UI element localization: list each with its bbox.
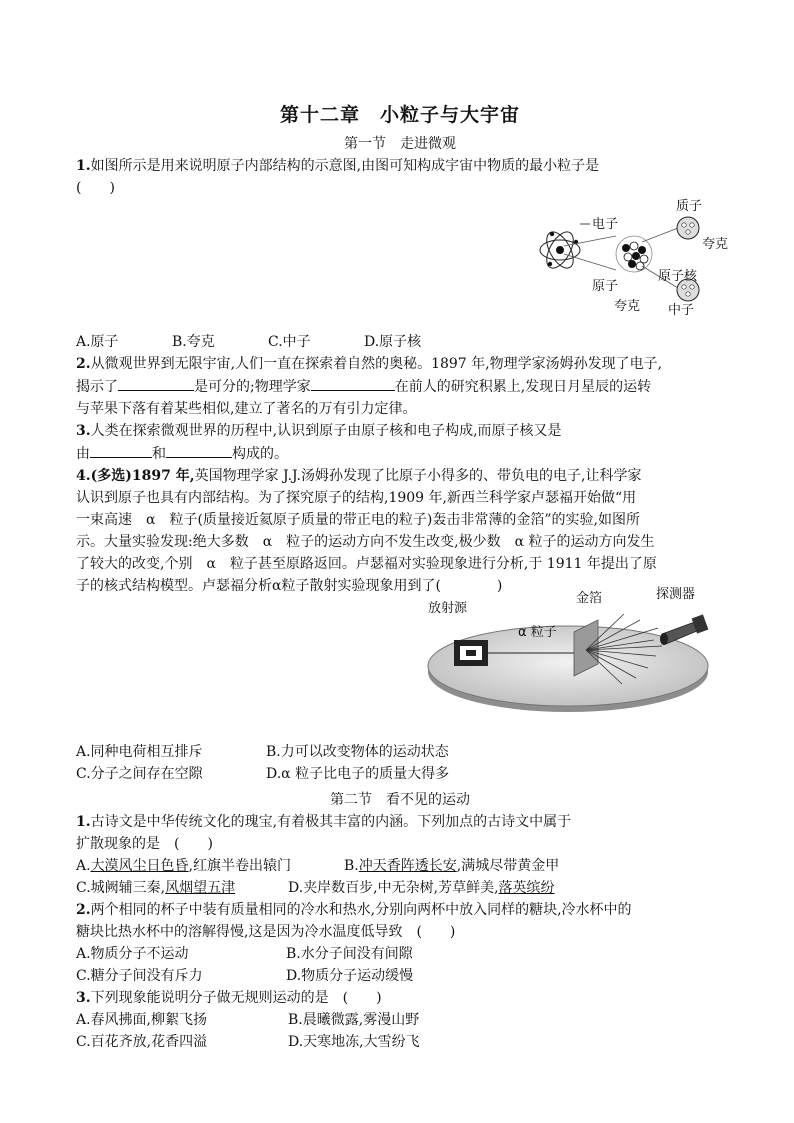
question-text: 构成的。: [232, 446, 288, 462]
underlined-text: 冲天香阵透长安: [358, 858, 457, 874]
answer-bracket: ( ): [342, 990, 382, 1006]
fill-blank-2[interactable]: [311, 375, 395, 391]
option-c[interactable]: C.百花齐放,花香四溢: [76, 1034, 208, 1050]
question-number: 2.: [76, 902, 91, 918]
question-2-2: [76, 899, 724, 921]
question-2-1: [76, 811, 724, 833]
question-text: 在前人的研究积累上,发现日月星辰的运转: [394, 379, 652, 395]
underlined-text: 落英缤纷: [498, 880, 555, 896]
label-electron: 电子: [592, 217, 619, 232]
radiation-source-icon: [454, 640, 488, 666]
nucleus-icon: [616, 236, 652, 272]
option-c[interactable]: C.城阙辅三秦,风烟望五津: [76, 880, 236, 896]
question-number: 1.: [76, 158, 91, 174]
question-2-3: [76, 987, 724, 1009]
option-text: ,满城尽带黄金甲: [456, 858, 560, 874]
worksheet-page: [76, 100, 729, 1053]
proton-icon: [677, 217, 699, 239]
option-a[interactable]: A.大漠风尘日色昏,红旗半卷出辕门: [76, 858, 292, 874]
label-foil: 金箔: [576, 591, 603, 606]
question-text: 和: [152, 446, 166, 462]
option-b[interactable]: B.夸克: [172, 334, 215, 350]
question-1-2: [76, 353, 724, 375]
underlined-text: 大漠风尘日色昏: [90, 858, 189, 874]
question-text: 如图所示是用来说明原子内部结构的示意图,由图可知构成宇宙中物质的最小粒子是: [90, 158, 600, 174]
option-text: 城阙辅三秦,: [90, 880, 166, 896]
option-a[interactable]: A.春风拂面,柳絮飞扬: [76, 1012, 208, 1028]
option-a[interactable]: A.原子: [76, 334, 119, 350]
label-detector: 探测器: [656, 587, 696, 602]
alpha-scattering-figure: [426, 584, 714, 724]
question-1-2-line2: [76, 375, 724, 398]
answer-bracket: ( ): [76, 180, 115, 196]
question-1-3-line2: [76, 442, 724, 465]
question-text: 糖块比热水杯中的溶解得慢,这是因为冷水温度低导致: [76, 924, 403, 940]
answer-bracket: ( ): [435, 578, 503, 594]
option-d[interactable]: D.原子核: [364, 334, 422, 350]
question-text: 一束高速 α 粒子(质量接近氦原子质量的带正电的粒子)轰击非常薄的金箔”的实验,如图所: [76, 512, 640, 528]
question-text: 下列现象能说明分子做无规则运动的是: [90, 990, 329, 1006]
option-c[interactable]: C.分子之间存在空隙: [76, 766, 203, 782]
question-number: 1.: [76, 814, 91, 830]
option-d[interactable]: D.夹岸数百步,中无杂树,芳草鲜美,落英缤纷: [288, 880, 555, 896]
question-2-2-options-row2: [76, 965, 724, 987]
option-a[interactable]: A.同种电荷相互排斥: [76, 744, 203, 760]
question-1-2-line3: 与苹果下落有着某些相似,建立了著名的万有引力定律。: [76, 401, 417, 417]
option-b[interactable]: B.力可以改变物体的运动状态: [266, 744, 449, 760]
underlined-text: 风烟望五津: [165, 880, 236, 896]
atom-structure-figure: [538, 198, 738, 318]
question-1-4-options-row1: [76, 741, 724, 763]
section-2-title: 第二节 看不见的运动: [330, 792, 470, 808]
label-quark-top: 夸克: [702, 237, 729, 252]
detector-icon: [660, 614, 708, 645]
question-2-2-line2: [76, 921, 724, 943]
question-text: 揭示了: [76, 379, 118, 395]
option-a[interactable]: A.物质分子不运动: [76, 946, 189, 962]
question-1-1-options: [76, 331, 724, 353]
question-text: 子的核式结构模型。卢瑟福分析α粒子散射实验现象用到了: [76, 578, 436, 594]
label-nucleus: 原子核: [658, 269, 698, 284]
question-1-4-options-row2: [76, 763, 724, 785]
option-text: ,红旗半卷出辕门: [188, 858, 292, 874]
question-number: 2.: [76, 356, 91, 372]
answer-paren: [76, 177, 724, 199]
answer-bracket: ( ): [174, 836, 213, 852]
question-2-3-options-row1: [76, 1009, 724, 1031]
question-number: 3.: [76, 990, 91, 1006]
fill-blank-4[interactable]: [166, 442, 232, 458]
question-2-1-options-row1: [76, 855, 724, 877]
label-atom: 原子: [592, 279, 619, 294]
fill-blank-3[interactable]: [90, 442, 152, 458]
question-2-3-options-row2: [76, 1031, 724, 1053]
question-text: 从微观世界到无限宇宙,人们一直在探索着自然的奥秘。1897 年,物理学家汤姆孙发现了电子,: [90, 356, 663, 372]
question-text: 扩散现象的是: [76, 836, 160, 852]
question-number: 4.: [76, 468, 91, 484]
question-number: 3.: [76, 423, 91, 439]
question-text: 认识到原子也具有内部结构。为了探究原子的结构,1909 年,新西兰科学家卢瑟福开始做“用: [76, 490, 637, 506]
question-text: 了较大的改变,个别 α 粒子甚至原路返回。卢瑟福对实验现象进行分析,于 1911 年提出了原: [76, 556, 657, 572]
label-alpha-particle: α 粒子: [518, 625, 557, 640]
answer-bracket: ( ): [416, 924, 456, 940]
question-prefix: (多选)1897 年,: [90, 468, 195, 484]
question-1-3: [76, 420, 724, 442]
label-neutron: 中子: [668, 303, 695, 318]
option-b[interactable]: B.晨曦微露,雾漫山野: [288, 1012, 420, 1028]
question-1-4: [76, 465, 724, 487]
option-text: 夹岸数百步,中无杂树,芳草鲜美,: [303, 880, 499, 896]
question-2-1-options-row2: [76, 877, 724, 899]
question-text: 是可分的;物理学家: [194, 379, 311, 395]
option-d[interactable]: D.物质分子运动缓慢: [286, 968, 414, 984]
atom-orbit-icon: [540, 228, 580, 273]
question-text: 古诗文是中华传统文化的瑰宝,有着极其丰富的内涵。下列加点的古诗文中属于: [90, 814, 572, 830]
option-b[interactable]: B.水分子间没有间隙: [286, 946, 413, 962]
question-text: 两个相同的杯子中装有质量相同的冷水和热水,分别向两杯中放入同样的糖块,冷水杯中的: [90, 902, 632, 918]
section-1-title: 第一节 走进微观: [344, 136, 456, 152]
question-1-1: [76, 155, 724, 177]
question-2-1-line2: [76, 833, 724, 855]
label-proton: 质子: [676, 199, 703, 214]
label-quark-bottom: 夸克: [614, 299, 641, 314]
option-d[interactable]: D.α 粒子比电子的质量大得多: [266, 766, 450, 782]
option-d[interactable]: D.天寒地冻,大雪纷飞: [288, 1034, 420, 1050]
question-text: 由: [76, 446, 90, 462]
fill-blank-1[interactable]: [118, 375, 194, 391]
label-source: 放射源: [428, 601, 468, 616]
option-c[interactable]: C.中子: [268, 334, 311, 350]
question-text: 人类在探索微观世界的历程中,认识到原子由原子核和电子构成,而原子核又是: [90, 423, 562, 439]
question-text: 英国物理学家 J.J.汤姆孙发现了比原子小得多的、带负电的电子,让科学家: [194, 468, 642, 484]
option-c[interactable]: C.糖分子间没有斥力: [76, 968, 203, 984]
chapter-title: 第十二章 小粒子与大宇宙: [279, 104, 520, 126]
option-b[interactable]: B.冲天香阵透长安,满城尽带黄金甲: [344, 858, 560, 874]
question-text: 示。大量实验发现:绝大多数 α 粒子的运动方向不发生改变,极少数 α 粒子的运动方向发生: [76, 534, 655, 550]
question-2-2-options-row1: [76, 943, 724, 965]
